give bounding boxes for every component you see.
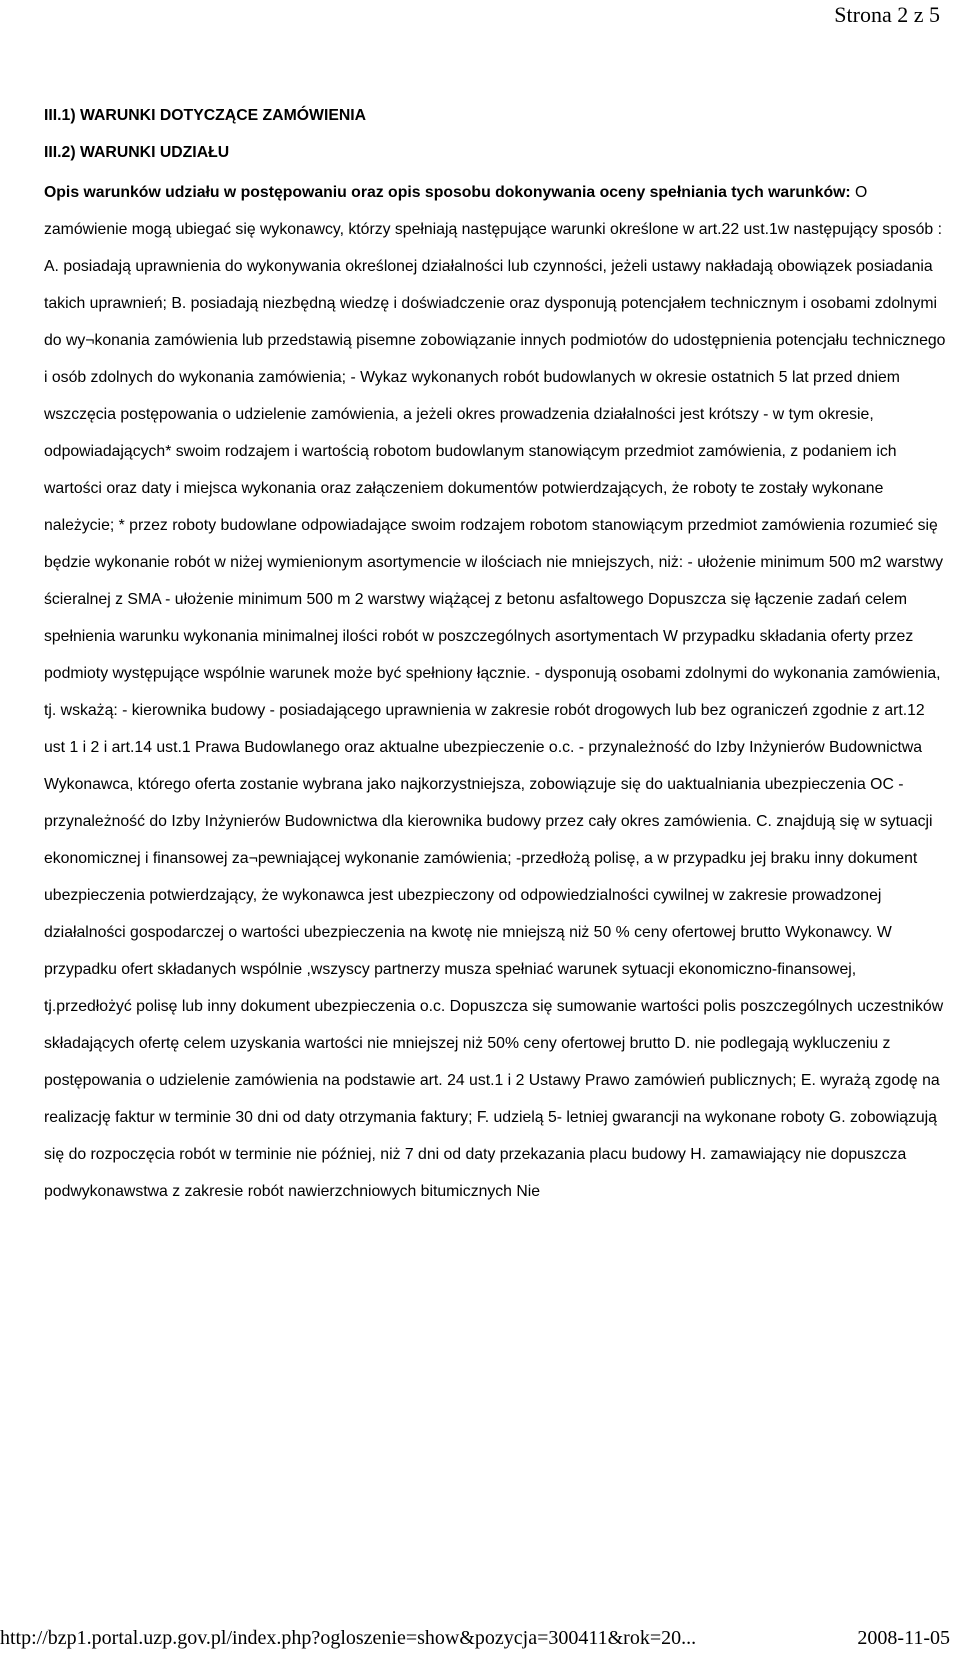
section-heading-iii-1: III.1) WARUNKI DOTYCZĄCE ZAMÓWIENIA	[44, 107, 367, 124]
section-heading-iii-2: III.2) WARUNKI UDZIAŁU	[44, 144, 230, 161]
page-footer	[0, 1626, 960, 1650]
page-number: Strona 2 z 5	[834, 2, 940, 27]
conditions-text: O zamówienie mogą ubiegać się wykonawcy, którzy spełniają następujące warunki określone w art.22 ust.1w następujący sposób : A. posiadają uprawnienia do wykonywania określonej działalności lub czynności, jeżeli ustawy nakładają obowiązek posiadania takich uprawnień; B. posiadają niezbędną wiedzę i doświadczenie oraz dysponują potencjałem technicznym i osobami zdolnymi do wy¬konania zamówienia lub przedstawią pisemne zobowiązanie innych podmiotów do udostępnienia potencjału technicznego i osób zdolnych do wykonania zamówienia; - Wykaz wykonanych robót budowlanych w okresie ostatnich 5 lat przed dniem wszczęcia postępowania o udzielenie zamówienia, a jeżeli okres prowadzenia działalności jest krótszy - w tym okresie, odpowiadających* swoim rodzajem i wartością robotom budowlanym stanowiącym przedmiot zamówienia, z podaniem ich wartości oraz daty i miejsca wykonania oraz załączeniem dokumentów potwierdzających, że roboty te zostały wykonane należycie; * przez roboty budowlane odpowiadające swoim rodzajem robotom stanowiącym przedmiot zamówienia rozumieć się będzie wykonanie robót w niżej wymienionym asortymencie w ilościach nie mniejszych, niż: - ułożenie minimum 500 m2 warstwy ścieralnej z SMA - ułożenie minimum 500 m 2 warstwy wiążącej z betonu asfaltowego Dopuszcza się łączenie zadań celem spełnienia warunku wykonania minimalnej ilości robót w poszczególnych asortymentach W przypadku składania oferty przez podmioty występujące wspólnie warunek może być spełniony łącznie. - dysponują osobami zdolnymi do wykonania zamówienia, tj. wskażą: - kierownika budowy - posiadającego uprawnienia w zakresie robót drogowych lub bez ograniczeń zgodnie z art.12 ust 1 i 2 i art.14 ust.1 Prawa Budowlanego oraz aktualne ubezpieczenie o.c. - przynależność do Izby Inżynierów Budownictwa Wykonawca, którego oferta zostanie wybrana jako najkorzystniejsza, zobowiązuje się do uaktualniania ubezpieczenia OC - przynależność do Izby Inżynierów Budownictwa dla kierownika budowy przez cały okres zamówienia. C. znajdują się w sytuacji ekonomicznej i finansowej za¬pewniającej wykonanie zamówienia; -przedłożą polisę, a w przypadku jej braku inny dokument ubezpieczenia potwierdzający, że wykonawca jest ubezpieczony od odpowiedzialności cywilnej w zakresie prowadzonej działalności gospodarczej o wartości ubezpieczenia na kwotę nie mniejszą niż 50 % ceny ofertowej brutto Wykonawcy. W przypadku ofert składanych wspólnie ,wszyscy partnerzy musza spełniać warunek sytuacji ekonomiczno-finansowej, tj.przedłożyć polisę lub inny dokument ubezpieczenia o.c. Dopuszcza się sumowanie wartości polis poszczególnych uczestników składających ofertę celem uzyskania wartości nie mniejszej niż 50% ceny ofertowej brutto D. nie podlegają wykluczeniu z postępowania o udzielenie zamówienia na podstawie art. 24 ust.1 i 2 Ustawy Prawo zamówień publicznych; E. wyrażą zgodę na realizację faktur w terminie 30 dni od daty otrzymania faktury; F. udzielą 5- letniej gwarancji na wykonane roboty G. zobowiązują się do rozpoczęcia robót w terminie nie później, niż 7 dni od daty przekazania placu budowy H. zamawiający nie dopuszcza podwykonawstwa z zakresie robót nawierzchniowych bitumicznych Nie	[44, 184, 946, 1200]
conditions-lead: Opis warunków udziału w postępowaniu oraz opis sposobu dokonywania oceny spełniania tych warunków:	[44, 184, 851, 201]
footer-url: http://bzp1.portal.uzp.gov.pl/index.php?ogloszenie=show&pozycja=300411&rok=20...	[0, 1627, 697, 1649]
participation-conditions-paragraph	[44, 174, 948, 1210]
footer-date: 2008-11-05	[857, 1627, 950, 1649]
document-body	[44, 106, 948, 1210]
